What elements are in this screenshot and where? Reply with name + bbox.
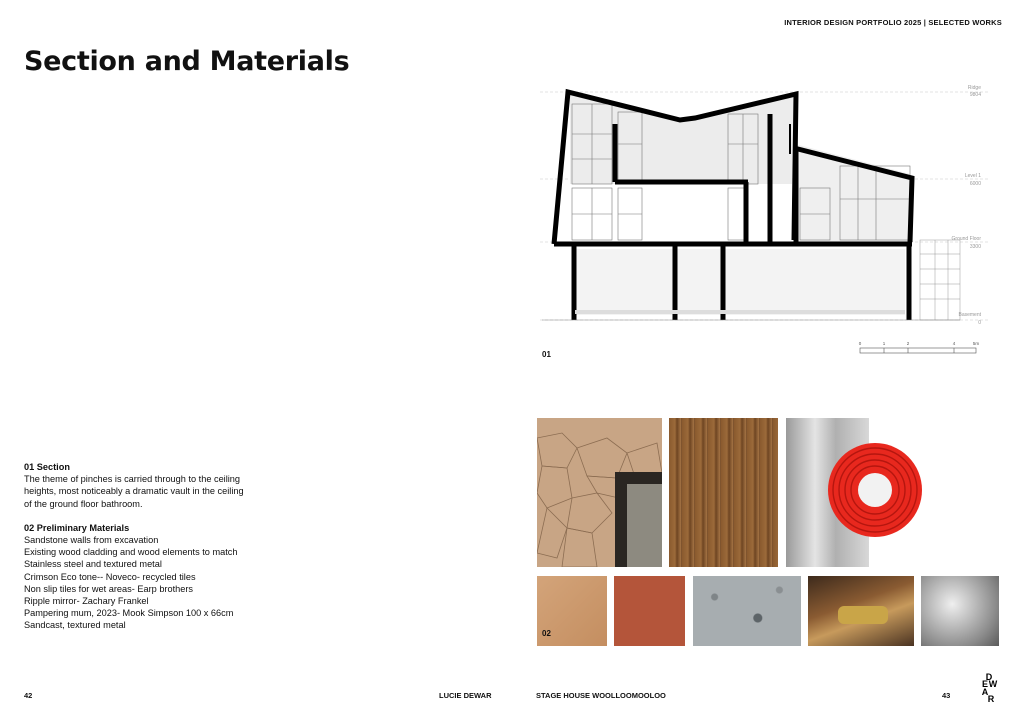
figure-label-02: 02 (542, 629, 551, 638)
section-line: of the ground floor bathroom. (24, 498, 143, 509)
material-item: Sandstone walls from excavation (24, 535, 159, 546)
scale-tick: 5m (972, 341, 980, 346)
material-item: Crimson Eco tone-- Noveco- recycled tiles (24, 571, 196, 582)
footer-project: STAGE HOUSE WOOLLOOMOOLOO (536, 691, 666, 700)
figure-label-01: 01 (542, 350, 551, 359)
svg-text:E: E (981, 679, 989, 689)
material-item: Stainless steel and textured metal (24, 559, 162, 570)
level-value: 0 (978, 320, 981, 324)
page-title: Section and Materials (24, 46, 350, 77)
dewar-logo (979, 672, 999, 706)
material-item: Pampering mum, 2023- Mook Simpson 100 x 66cm (24, 608, 234, 619)
artwork-swatch (808, 576, 914, 646)
ripple-mirror (826, 441, 924, 539)
section-line: heights, most noticeably a dramatic vault in the ceiling (24, 486, 244, 497)
portfolio-header: INTERIOR DESIGN PORTFOLIO 2025 | SELECTED WORKS (784, 18, 1002, 27)
footer-author: LUCIE DEWAR (439, 691, 492, 700)
sandstone-wall-swatch (537, 418, 662, 567)
materials-heading: 02 Preliminary Materials (24, 522, 130, 533)
material-item: Sandcast, textured metal (24, 620, 126, 631)
level-label: Ground Floor (951, 236, 981, 242)
crimson-tile-swatch (614, 576, 685, 646)
svg-text:D: D (985, 672, 993, 682)
scale-tick: 2 (906, 341, 910, 346)
page-number-left: 42 (24, 691, 33, 700)
wood-cladding-swatch (669, 418, 778, 567)
material-item: Ripple mirror- Zachary Frankel (24, 596, 149, 607)
description-block (24, 461, 274, 632)
scale-tick: 4 (952, 341, 956, 346)
page-number-right: 43 (942, 691, 951, 700)
section-heading: 01 Section (24, 462, 70, 472)
level-value: 6000 (969, 181, 981, 187)
level-value: 9804 (969, 92, 981, 98)
material-item: Existing wood cladding and wood elements to match (24, 547, 238, 558)
level-label: Ridge (967, 85, 981, 91)
section-drawing (540, 84, 990, 324)
material-item: Non slip tiles for wet areas- Earp brothers (24, 583, 194, 594)
svg-text:A: A (981, 687, 989, 697)
scale-bar (856, 340, 982, 358)
terrazzo-tile-swatch (693, 576, 801, 646)
scale-tick: 0 (858, 341, 862, 346)
section-line: The theme of pinches is carried through to the ceiling (24, 474, 241, 485)
level-label: Level 1 (964, 173, 981, 179)
sandcast-metal-swatch (921, 576, 999, 646)
svg-text:W: W (988, 679, 998, 689)
scale-tick: 1 (882, 341, 886, 346)
level-value: 3300 (969, 244, 981, 250)
svg-text:R: R (987, 694, 995, 704)
level-label: Basement (958, 312, 981, 318)
